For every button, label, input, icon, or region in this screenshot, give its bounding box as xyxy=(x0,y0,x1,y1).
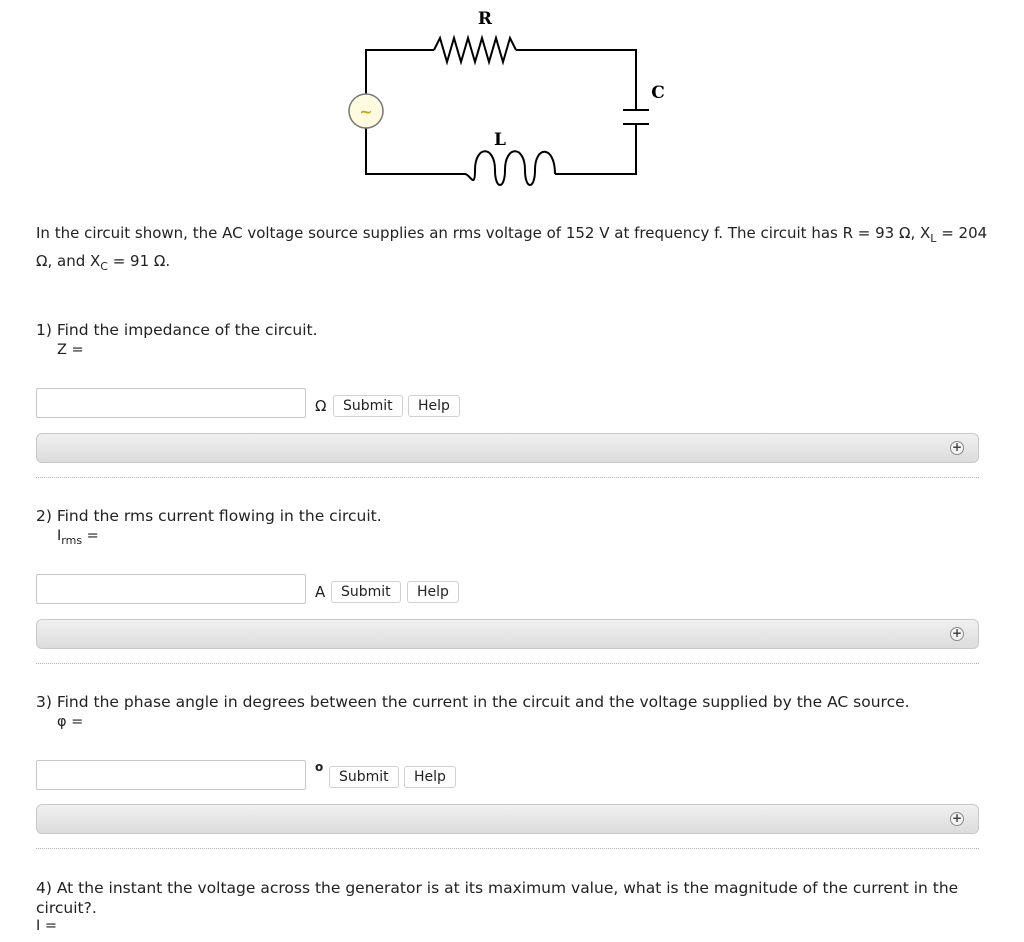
question-3-feedback-bar[interactable] xyxy=(36,804,979,834)
question-3-answer-input[interactable] xyxy=(36,760,306,790)
question-2-help-button[interactable]: Help xyxy=(407,581,459,603)
question-1-feedback-bar[interactable] xyxy=(36,433,979,463)
question-1-unit: Ω xyxy=(315,397,327,415)
question-1-answer-input[interactable] xyxy=(36,388,306,418)
separator xyxy=(36,848,979,849)
question-2-answer-input[interactable] xyxy=(36,574,306,604)
circuit-diagram xyxy=(330,0,680,190)
question-3-help-button[interactable]: Help xyxy=(404,766,456,788)
question-1-help-button[interactable]: Help xyxy=(408,395,460,417)
expand-plus-icon[interactable]: + xyxy=(951,626,963,640)
resistor-label: R xyxy=(477,9,493,29)
question-3-submit-button[interactable]: Submit xyxy=(329,766,399,788)
separator xyxy=(36,477,979,478)
question-2-submit-button[interactable]: Submit xyxy=(331,581,401,603)
capacitor-label: C xyxy=(651,83,665,103)
question-1-text: 1) Find the impedance of the circuit. xyxy=(36,321,318,339)
question-4-variable: I = xyxy=(36,918,58,934)
question-1-variable: Z = xyxy=(57,342,84,358)
question-2-unit: A xyxy=(315,583,326,601)
question-2-variable: $I_{rms}$ = xyxy=(57,528,99,547)
separator xyxy=(36,663,979,664)
expand-plus-icon[interactable]: + xyxy=(951,811,963,825)
question-3-variable: φ = xyxy=(57,714,84,730)
question-3-unit: o xyxy=(315,760,324,774)
question-2-text: 2) Find the rms current flowing in the circuit. xyxy=(36,507,382,525)
resistor-symbol xyxy=(434,38,516,62)
question-4-text: 4) At the instant the voltage across the generator is at its maximum value, what is the magnitude of the current in the circuit?. xyxy=(36,879,959,917)
ac-source-label: ~ xyxy=(359,102,373,121)
expand-plus-icon[interactable]: + xyxy=(951,440,963,454)
inductor-symbol xyxy=(465,151,555,185)
problem-statement: In the circuit shown, the AC voltage source supplies an rms voltage of 152 V at frequency f. The circuit has R = 93 Ω, $X_L = 204$ Ω, and $X_C = 91$ Ω. xyxy=(36,224,988,273)
inductor-label: L xyxy=(494,130,506,150)
question-1-submit-button[interactable]: Submit xyxy=(333,395,403,417)
question-2-feedback-bar[interactable] xyxy=(36,619,979,649)
question-3-text: 3) Find the phase angle in degrees between the current in the circuit and the voltage supplied by the AC source. xyxy=(36,693,910,711)
